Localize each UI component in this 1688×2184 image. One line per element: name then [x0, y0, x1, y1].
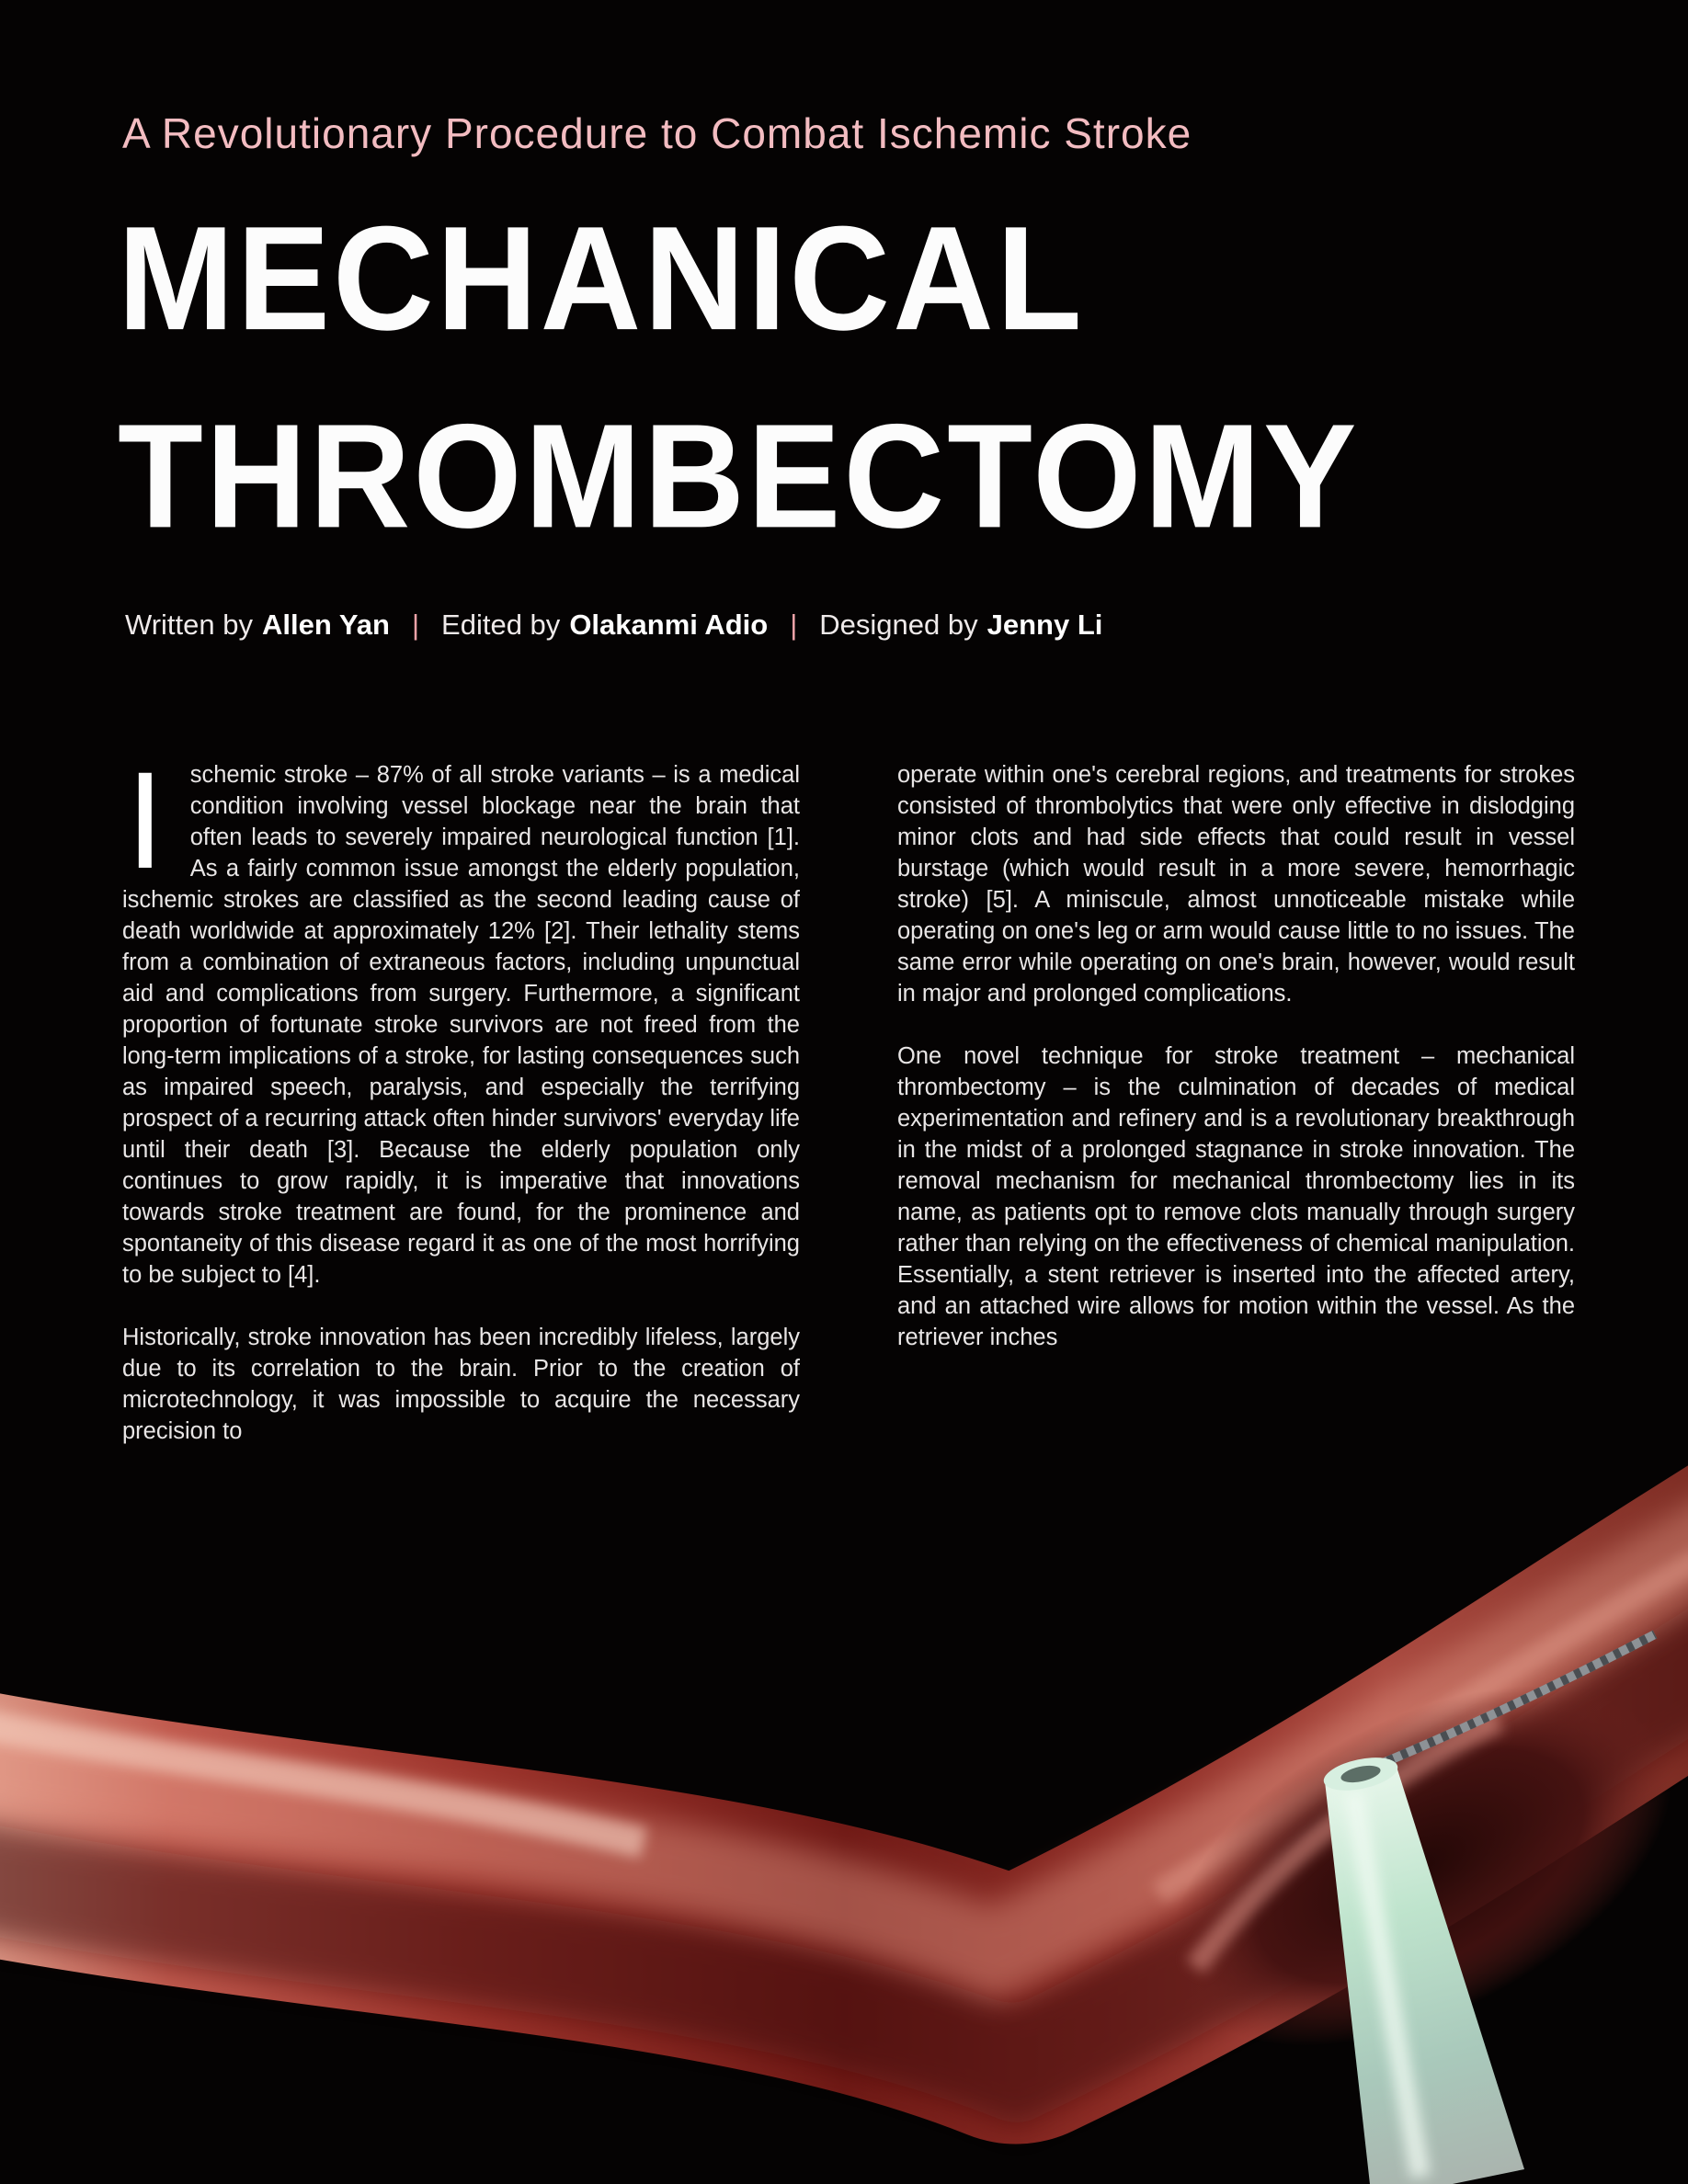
- byline: [125, 609, 1102, 642]
- paragraph-text: schemic stroke – 87% of all stroke variants – is a medical condition involving vessel blockage near the brain that often leads to severely impaired neurological function [1]. As a fairly common issue amongst the elderly population, ischemic strokes are classified as the second leading cause of death worldwide at approximately 12% [2]. Their lethality stems from a combination of extraneous factors, including unpunctual aid and complications from surgery. Furthermore, a significant proportion of fortunate stroke survivors are not freed from the long-term implications of a stroke, for lasting consequences such as impaired speech, paralysis, and especially the terrifying prospect of a recurring attack often hinder survivors' everyday life until their death [3]. Because the elderly population only continues to grow rapidly, it is imperative that innovations towards stroke treatment are found, for the prominence and spontaneity of this disease regard it as one of the most horrifying to be subject to [4].: [122, 762, 800, 1288]
- designed-by-label: Designed by: [819, 609, 978, 641]
- written-by-label: Written by: [125, 609, 253, 641]
- body-paragraph: [122, 743, 800, 1291]
- editor-name: Olakanmi Adio: [569, 609, 769, 641]
- author-name: Allen Yan: [261, 609, 390, 641]
- artery-illustration: [0, 1379, 1688, 2184]
- byline-divider: |: [790, 609, 798, 641]
- page-title: [118, 180, 1360, 575]
- article-body: [122, 743, 1575, 1478]
- title-line-1: MECHANICAL: [118, 195, 1085, 362]
- kicker-subtitle: A Revolutionary Procedure to Combat Ischemic Stroke: [122, 109, 1192, 157]
- article-column-right: [897, 759, 1575, 1478]
- body-paragraph: Historically, stroke innovation has been incredibly lifeless, largely due to its correlation to the brain. Prior to the creation of microtechnology, it was impossible to acquire the necessary precision to: [122, 1325, 800, 1444]
- byline-divider: |: [411, 609, 420, 641]
- title-line-2: THROMBECTOMY: [118, 393, 1360, 560]
- body-paragraph: operate within one's cerebral regions, and treatments for strokes consisted of thrombolytics that were only effective in dislodging minor clots and had side effects that could result in vessel burstage (which would result in a more severe, hemorrhagic stroke) [5]. A miniscule, almost unnoticeable mistake while operating on one's leg or arm would cause little to no issues. The same error while operating on one's brain, however, would result in major and prolonged complications.: [897, 762, 1575, 1007]
- edited-by-label: Edited by: [441, 609, 561, 641]
- designer-name: Jenny Li: [987, 609, 1103, 641]
- article-column-left: [122, 743, 800, 1478]
- drop-cap: I: [126, 743, 165, 897]
- body-paragraph: One novel technique for stroke treatment – mechanical thrombectomy – is the culmination of decades of medical experimentation and refinery and is a revolutionary breakthrough in the midst of a prolonged stagnance in stroke innovation. The removal mechanism for mechanical thrombectomy lies in its name, as patients opt to remove clots manually through surgery rather than relying on the effectiveness of chemical manipulation. Essentially, a stent retriever is inserted into the affected artery, and an attached wire allows for motion within the vessel. As the retriever inches: [897, 1043, 1575, 1350]
